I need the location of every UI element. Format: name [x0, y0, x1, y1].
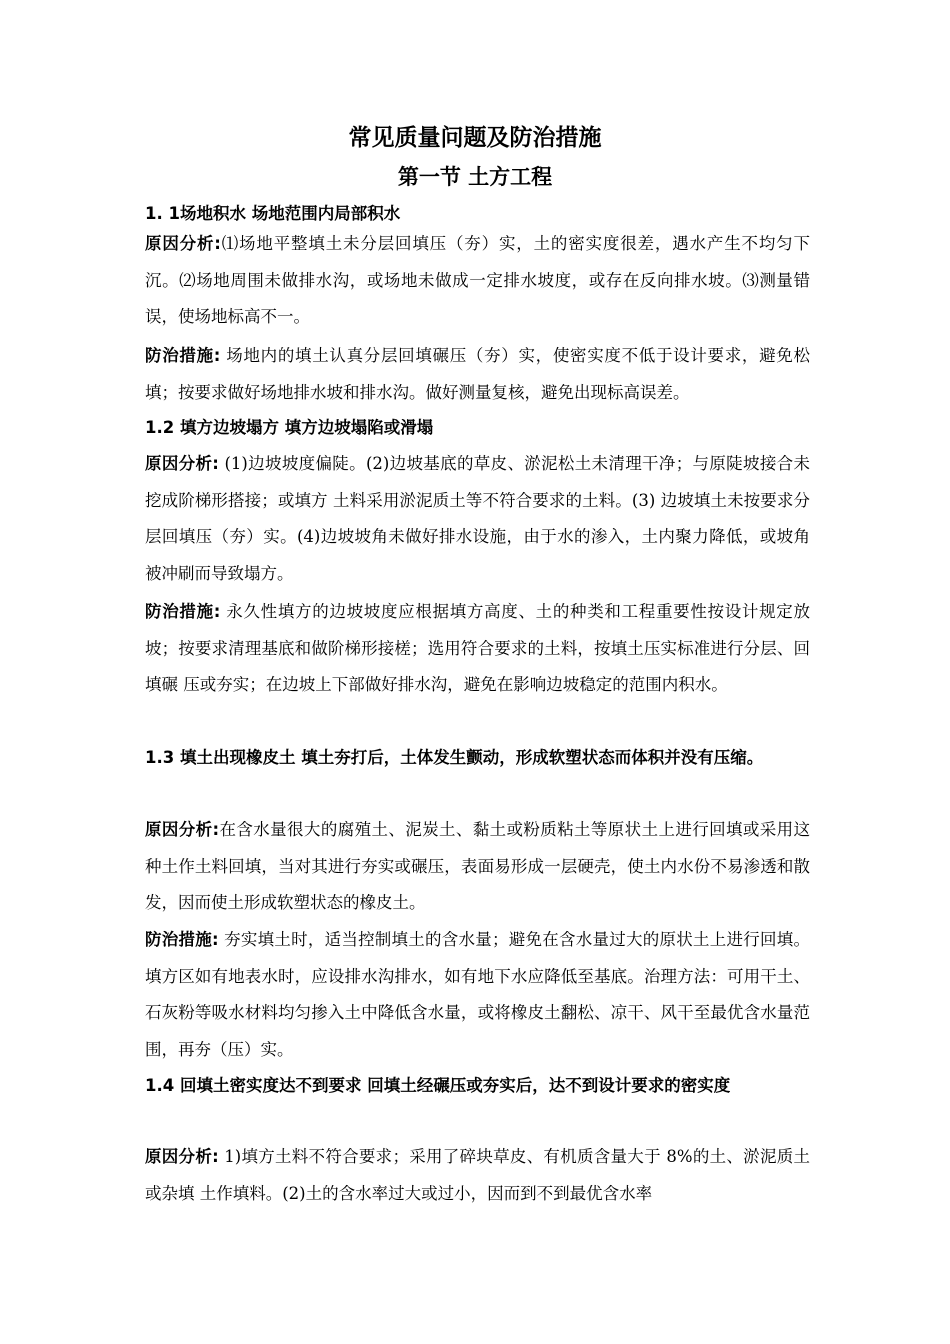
section-heading: 1.3 填土出现橡皮土 填土夯打后，土体发生颤动，形成软塑状态而体积并没有压缩。	[145, 748, 764, 767]
cause-text: ⑴场地平整填土未分层回填压（夯）实，土的密实度很差，遇水产生不均匀下沉。⑵场地周围未做排水沟，或场地未做成一定排水坡度，或存在反向排水坡。⑶测量错误，使场地标高不一。	[145, 234, 810, 326]
chapter-title: 第一节 土方工程	[397, 165, 553, 189]
section-heading: 1. 1场地积水 场地范围内局部积水	[145, 204, 401, 223]
section-heading: 1.4 回填土密实度达不到要求 回填土经碾压或夯实后，达不到设计要求的密实度	[145, 1076, 731, 1095]
cause-text: 1)填方土料不符合要求；采用了碎块草皮、有机质含量大于 8%的土、淤泥质土或杂填 土作填料。(2)土的含水率过大或过小，因而到不到最优含水率	[145, 1147, 810, 1203]
cause-text: 在含水量很大的腐殖土、泥炭土、黏土或粉质粘土等原状土上进行回填或采用这种土作土料回填，当对其进行夯实或碾压，表面易形成一层硬壳，使土内水份不易渗透和散发，因而使土形成软塑状态的橡皮土。	[145, 820, 811, 912]
cause-analysis-paragraph	[145, 1139, 810, 1212]
cause-analysis-paragraph	[145, 446, 810, 592]
measure-text: 永久性填方的边坡坡度应根据填方高度、土的种类和工程重要性按设计规定放坡；按要求清理基底和做阶梯形接槎；选用符合要求的土料，按填土压实标准进行分层、回填碾 压或夯实；在边坡上下部做好排水沟，避免在影响边坡稳定的范围内积水。	[145, 602, 810, 694]
prevention-paragraph	[145, 922, 810, 1068]
section-heading: 1.2 填方边坡塌方 填方边坡塌陷或滑塌	[145, 418, 434, 437]
cause-label: 原因分析:	[145, 1147, 219, 1166]
document-title: 常见质量问题及防治措施	[348, 125, 602, 151]
measure-text: 夯实填土时，适当控制填土的含水量；避免在含水量过大的原状土上进行回填。填方区如有地表水时，应设排水沟排水，如有地下水应降低至基底。治理方法：可用干土、石灰粉等吸水材料均匀掺入土中降低含水量，或将橡皮土翻松、凉干、风干至最优含水量范围，再夯（压）实。	[145, 930, 810, 1059]
prevention-paragraph	[145, 338, 810, 411]
measure-text: 场地内的填土认真分层回填碾压（夯）实，使密实度不低于设计要求，避免松填；按要求做好场地排水坡和排水沟。做好测量复核，避免出现标高误差。	[145, 346, 810, 402]
measure-label: 防治措施:	[145, 930, 219, 949]
prevention-paragraph	[145, 594, 810, 704]
cause-analysis-paragraph	[145, 226, 810, 336]
measure-label: 防治措施:	[145, 346, 221, 365]
cause-analysis-paragraph	[145, 812, 810, 922]
measure-label: 防治措施:	[145, 602, 221, 621]
cause-label: 原因分析:	[145, 454, 219, 473]
cause-label: 原因分析:	[145, 234, 221, 253]
cause-text: (1)边坡坡度偏陡。(2)边坡基底的草皮、淤泥松土未清理干净；与原陡坡接合未挖成阶梯形搭接；或填方 土料采用淤泥质土等不符合要求的土料。(3) 边坡填土未按要求分层回填压（夯）实。(4)边坡坡角未做好排水设施，由于水的渗入，土内聚力降低，或坡角被冲刷而导致塌方。	[145, 454, 810, 583]
cause-label: 原因分析:	[145, 820, 220, 839]
